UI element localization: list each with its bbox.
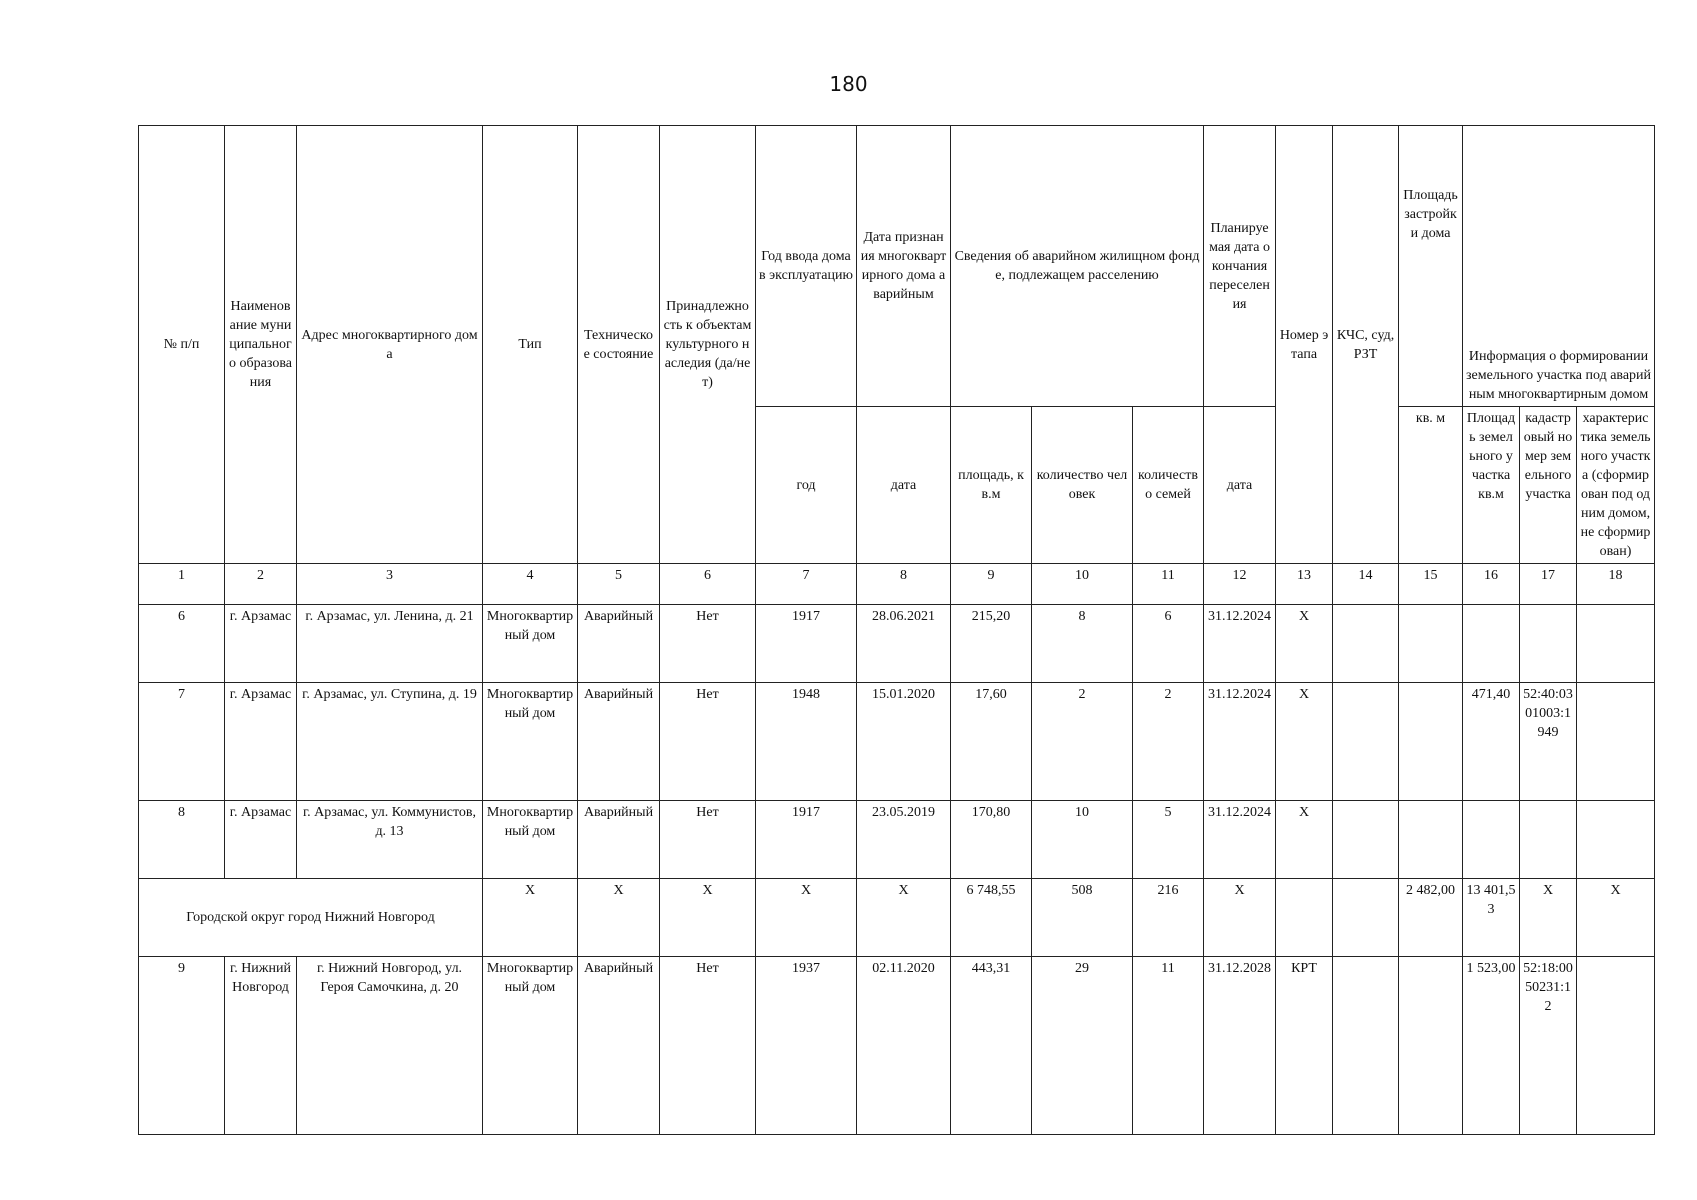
cell-type: Многоквартирный дом [483, 801, 578, 879]
cell-land-char [1577, 605, 1655, 683]
cell-kchs [1333, 957, 1399, 1135]
subtotal-cadastre: X [1520, 879, 1577, 957]
emergency-housing-table [138, 125, 1655, 1135]
cell-land-char [1577, 957, 1655, 1135]
subtotal-row [139, 879, 1655, 957]
cell-families: 11 [1133, 957, 1204, 1135]
column-number-18: 18 [1577, 564, 1655, 605]
cell-end-date: 31.12.2028 [1204, 957, 1276, 1135]
cell-land-area [1463, 801, 1520, 879]
subtotal-date: X [857, 879, 951, 957]
cell-families: 5 [1133, 801, 1204, 879]
page-number: 180 [829, 72, 868, 96]
cell-heritage: Нет [660, 801, 756, 879]
cell-index: 9 [139, 957, 225, 1135]
header-type: Тип [483, 126, 578, 564]
cell-year: 1917 [756, 605, 857, 683]
cell-end-date: 31.12.2024 [1204, 683, 1276, 801]
cell-year: 1937 [756, 957, 857, 1135]
header-index: № п/п [139, 126, 225, 564]
cell-year: 1948 [756, 683, 857, 801]
header-land-info: Информация о формировании земельного участка под аварийным многоквартирным домом [1463, 126, 1655, 407]
column-number-3: 3 [297, 564, 483, 605]
header-unit-end-date: дата [1204, 407, 1276, 564]
cell-stage: X [1276, 605, 1333, 683]
header-tech-state: Техническое состояние [578, 126, 660, 564]
table-row [139, 605, 1655, 683]
column-number-6: 6 [660, 564, 756, 605]
cell-index: 7 [139, 683, 225, 801]
header-land-char: характеристика земельного участка (сформирован под одним домом, не сформирован) [1577, 407, 1655, 564]
header-unit-land-area [1463, 407, 1520, 564]
column-number-7: 7 [756, 564, 857, 605]
table-row [139, 801, 1655, 879]
column-number-10: 10 [1032, 564, 1133, 605]
column-number-8: 8 [857, 564, 951, 605]
header-build-area: Площадь застройки дома [1399, 126, 1463, 407]
table-row [139, 957, 1655, 1135]
cell-build-area [1399, 605, 1463, 683]
header-address: Адрес многоквартирного дома [297, 126, 483, 564]
column-number-12: 12 [1204, 564, 1276, 605]
cell-type: Многоквартирный дом [483, 683, 578, 801]
subtotal-land-char: X [1577, 879, 1655, 957]
column-number-13: 13 [1276, 564, 1333, 605]
subtotal-kchs [1333, 879, 1399, 957]
subtotal-end: X [1204, 879, 1276, 957]
subtotal-type: X [483, 879, 578, 957]
cell-area: 443,31 [951, 957, 1032, 1135]
subtotal-land-area: 13 401,53 [1463, 879, 1520, 957]
cell-index: 8 [139, 801, 225, 879]
header-unit-families: количество семей [1133, 407, 1204, 564]
header-municipality: Наименование муниципального образования [225, 126, 297, 564]
header-unit-people: количество человек [1032, 407, 1133, 564]
column-number-11: 11 [1133, 564, 1204, 605]
column-number-9: 9 [951, 564, 1032, 605]
cell-people: 8 [1032, 605, 1133, 683]
cell-address: г. Арзамас, ул. Коммунистов, д. 13 [297, 801, 483, 879]
table-row [139, 683, 1655, 801]
cell-families: 6 [1133, 605, 1204, 683]
header-emergency-date: Дата признания многоквартирного дома аварийным [857, 126, 951, 407]
cell-kchs [1333, 605, 1399, 683]
cell-year: 1917 [756, 801, 857, 879]
cell-end-date: 31.12.2024 [1204, 605, 1276, 683]
subtotal-state: X [578, 879, 660, 957]
cell-heritage: Нет [660, 683, 756, 801]
cell-stage: КРТ [1276, 957, 1333, 1135]
cell-land-char [1577, 801, 1655, 879]
subtotal-area: 6 748,55 [951, 879, 1032, 957]
cell-address: г. Арзамас, ул. Ступина, д. 19 [297, 683, 483, 801]
cell-stage: X [1276, 683, 1333, 801]
header-planned-end: Планируемая дата окончания переселения [1204, 126, 1276, 407]
header-land-area: Площадь земельного участка [1466, 411, 1516, 483]
header-year-commissioned: Год ввода дома в эксплуатацию [756, 126, 857, 407]
column-number-row [139, 564, 1655, 605]
column-number-14: 14 [1333, 564, 1399, 605]
header-unit-year: год [756, 407, 857, 564]
cell-date: 15.01.2020 [857, 683, 951, 801]
column-number-5: 5 [578, 564, 660, 605]
header-land-area-unit: кв.м [1478, 487, 1504, 502]
cell-build-area [1399, 957, 1463, 1135]
subtotal-stage [1276, 879, 1333, 957]
column-number-17: 17 [1520, 564, 1577, 605]
cell-municipality: г. Арзамас [225, 801, 297, 879]
cell-state: Аварийный [578, 957, 660, 1135]
cell-heritage: Нет [660, 957, 756, 1135]
header-cadastre: кадастровый номер земельного участка [1520, 407, 1577, 564]
cell-build-area [1399, 683, 1463, 801]
cell-index: 6 [139, 605, 225, 683]
column-number-2: 2 [225, 564, 297, 605]
cell-area: 215,20 [951, 605, 1032, 683]
header-stage: Номер этапа [1276, 126, 1333, 564]
cell-land-area [1463, 605, 1520, 683]
cell-kchs [1333, 801, 1399, 879]
header-heritage: Принадлежность к объектам культурного наследия (да/нет) [660, 126, 756, 564]
cell-cadastre: 52:18:0050231:12 [1520, 957, 1577, 1135]
cell-land-char [1577, 683, 1655, 801]
cell-families: 2 [1133, 683, 1204, 801]
cell-state: Аварийный [578, 801, 660, 879]
cell-people: 29 [1032, 957, 1133, 1135]
cell-date: 28.06.2021 [857, 605, 951, 683]
subtotal-heritage: X [660, 879, 756, 957]
cell-type: Многоквартирный дом [483, 957, 578, 1135]
cell-area: 17,60 [951, 683, 1032, 801]
header-row-top [139, 126, 1655, 407]
cell-cadastre [1520, 801, 1577, 879]
subtotal-families: 216 [1133, 879, 1204, 957]
header-unit-area: площадь, кв.м [951, 407, 1032, 564]
cell-build-area [1399, 801, 1463, 879]
cell-end-date: 31.12.2024 [1204, 801, 1276, 879]
cell-address: г. Арзамас, ул. Ленина, д. 21 [297, 605, 483, 683]
cell-land-area: 471,40 [1463, 683, 1520, 801]
subtotal-year: X [756, 879, 857, 957]
cell-cadastre [1520, 605, 1577, 683]
cell-state: Аварийный [578, 605, 660, 683]
subtotal-people: 508 [1032, 879, 1133, 957]
cell-municipality: г. Арзамас [225, 683, 297, 801]
cell-stage: X [1276, 801, 1333, 879]
cell-people: 2 [1032, 683, 1133, 801]
column-number-15: 15 [1399, 564, 1463, 605]
header-unit-build-area: кв. м [1399, 407, 1463, 564]
cell-heritage: Нет [660, 605, 756, 683]
header-kchs: КЧС, суд, РЗТ [1333, 126, 1399, 564]
cell-land-area: 1 523,00 [1463, 957, 1520, 1135]
cell-kchs [1333, 683, 1399, 801]
cell-address: г. Нижний Новгород, ул. Героя Самочкина, д. 20 [297, 957, 483, 1135]
column-number-1: 1 [139, 564, 225, 605]
cell-cadastre: 52:40:0301003:1949 [1520, 683, 1577, 801]
header-unit-date: дата [857, 407, 951, 564]
cell-state: Аварийный [578, 683, 660, 801]
column-number-4: 4 [483, 564, 578, 605]
header-housing-info: Сведения об аварийном жилищном фонде, подлежащем расселению [951, 126, 1204, 407]
cell-date: 23.05.2019 [857, 801, 951, 879]
cell-area: 170,80 [951, 801, 1032, 879]
column-number-16: 16 [1463, 564, 1520, 605]
cell-type: Многоквартирный дом [483, 605, 578, 683]
cell-municipality: г. Арзамас [225, 605, 297, 683]
cell-people: 10 [1032, 801, 1133, 879]
cell-municipality: г. Нижний Новгород [225, 957, 297, 1135]
subtotal-label: Городской округ город Нижний Новгород [139, 879, 483, 957]
subtotal-build-area: 2 482,00 [1399, 879, 1463, 957]
cell-date: 02.11.2020 [857, 957, 951, 1135]
